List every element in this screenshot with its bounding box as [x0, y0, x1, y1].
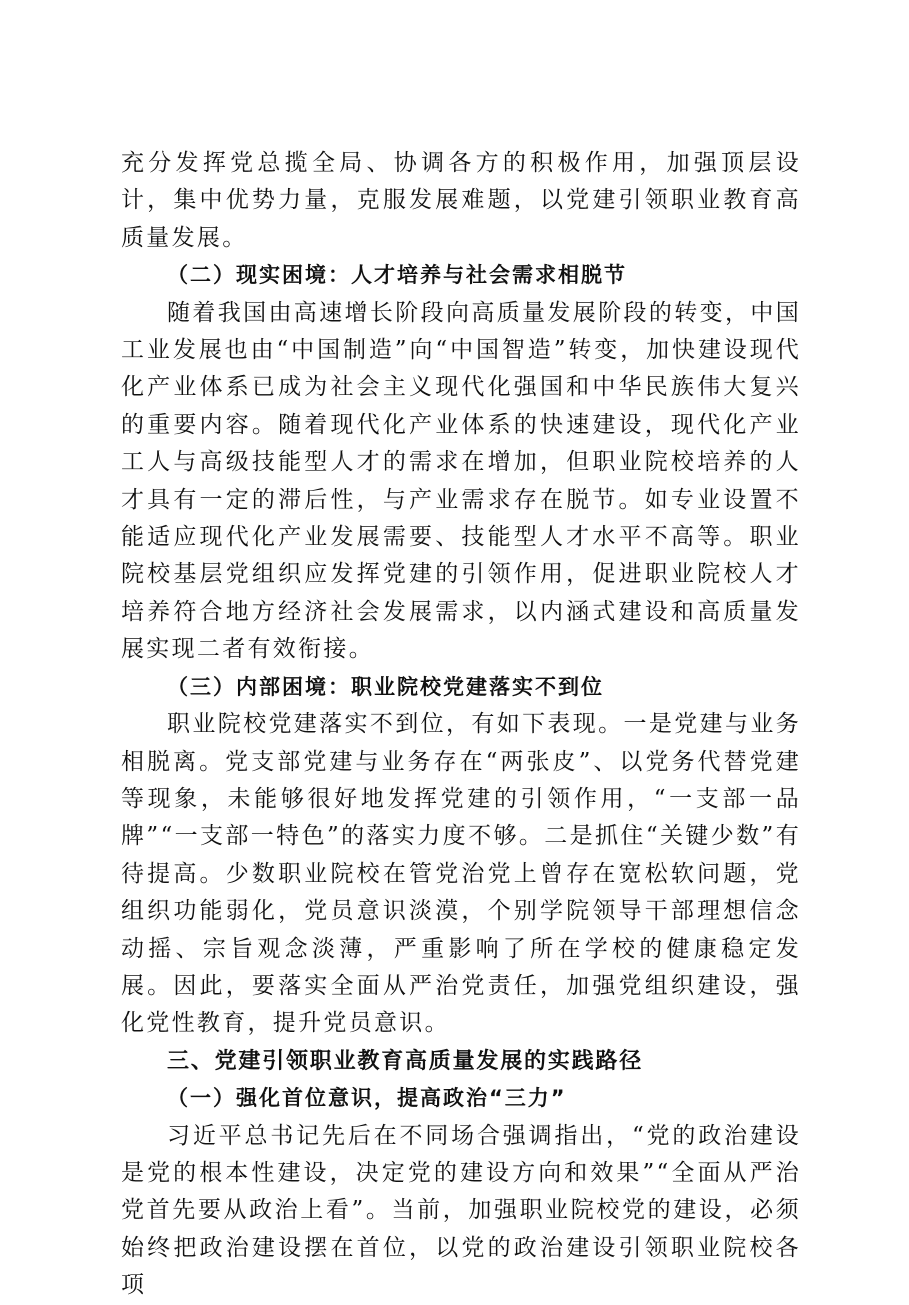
body-paragraph: 习近平总书记先后在不同场合强调指出，“党的政治建设是党的根本性建设，决定党的建设方向和效果”“全面从严治党首先要从政治上看”。当前，加强职业院校党的建设，必须始终把政治建设摆在首位，以党的政治建设引领职业院校各项: [121, 1122, 801, 1299]
body-paragraph: 随着我国由高速增长阶段向高质量发展阶段的转变，中国工业发展也由“中国制造”向“中国智造”转变，加快建设现代化产业体系已成为社会主义现代化强国和中华民族伟大复兴的重要内容。随着现代化产业体系的快速建设，现代化产业工人与高级技能型人才的需求在增加，但职业院校培养的人才具有一定的滞后性，与产业需求存在脱节。如专业设置不能适应现代化产业发展需要、技能型人才水平不高等。职业院校基层党组织应发挥党建的引领作用，促进职业院校人才培养符合地方经济社会发展需求，以内涵式建设和高质量发展实现二者有效衔接。: [121, 299, 801, 663]
body-paragraph: 职业院校党建落实不到位，有如下表现。一是党建与业务相脱离。党支部党建与业务存在“两张皮”、以党务代替党建等现象，未能够很好地发挥党建的引领作用，“一支部一品牌”“一支部一特色”的落实力度不够。二是抓住“关键少数”有待提高。少数职业院校在管党治党上曾存在宽松软问题，党组织功能弱化，党员意识淡漠，个别学院领导干部理想信念动摇、宗旨观念淡薄，严重影响了所在学校的健康稳定发展。因此，要落实全面从严治党责任，加强党组织建设，强化党性教育，提升党员意识。: [121, 711, 801, 1037]
section-subheading-1: （一）强化首位意识，提高政治“三力”: [167, 1086, 567, 1111]
document-page: [121, 145, 801, 1305]
section-subheading-3: （三）内部困境：职业院校党建落实不到位: [167, 674, 604, 699]
paragraph-continued: 充分发挥党总揽全局、协调各方的积极作用，加强顶层设计，集中优势力量，克服发展难题，以党建引领职业教育高质量发展。: [121, 150, 801, 251]
section-subheading-2: （二）现实困境：人才培养与社会需求相脱节: [167, 263, 627, 288]
section-heading-3: 三、党建引领职业教育高质量发展的实践路径: [167, 1048, 644, 1074]
